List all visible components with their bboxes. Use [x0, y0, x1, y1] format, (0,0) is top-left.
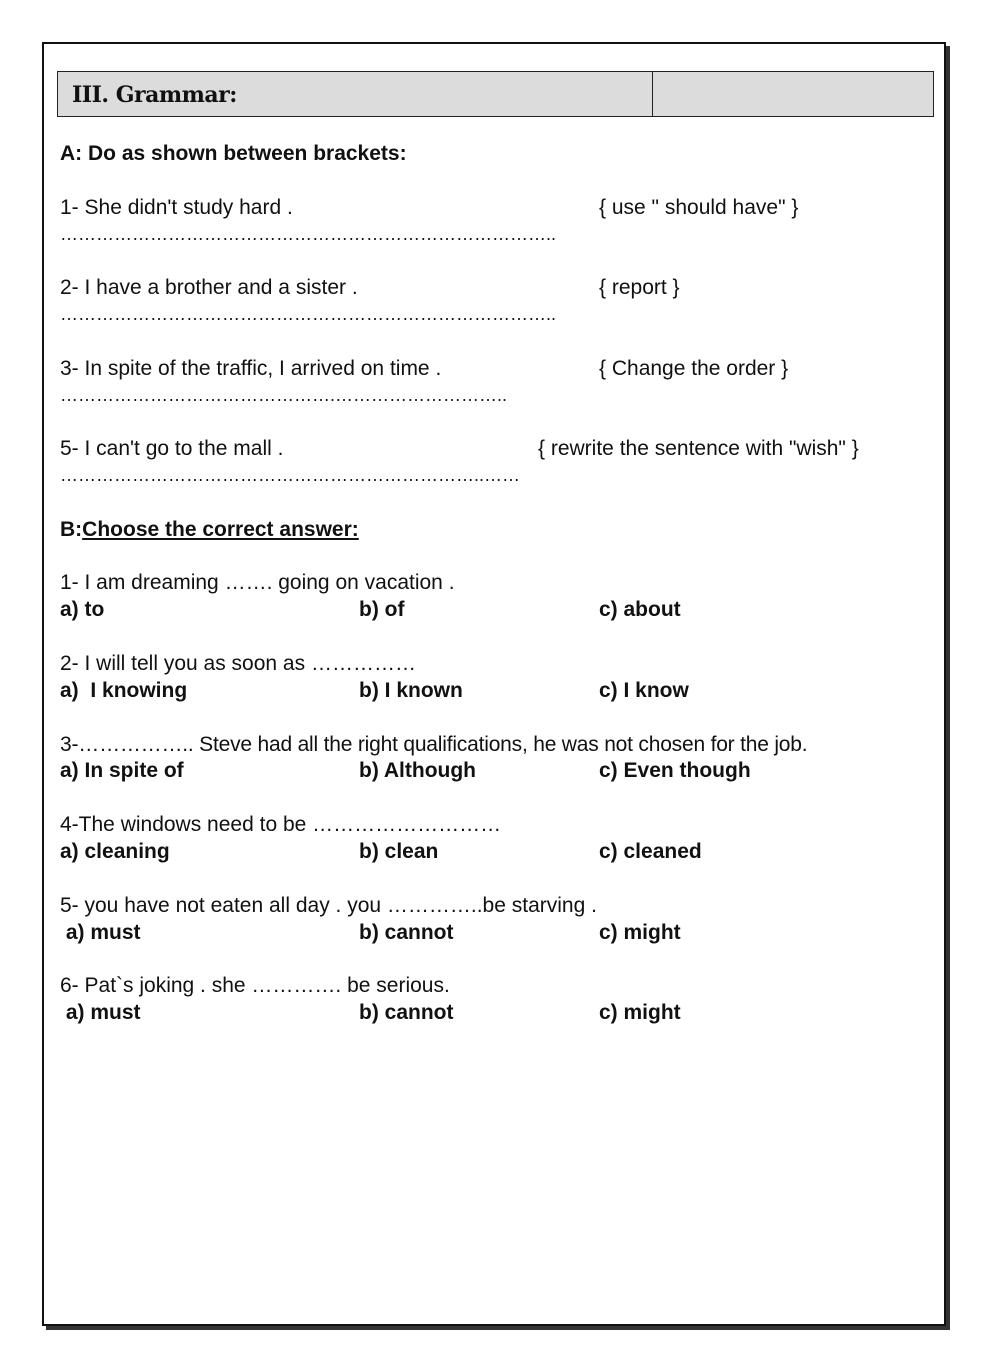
b3-option-a[interactable]: a) In spite of — [60, 759, 184, 782]
a2-instruction: { report } — [599, 276, 680, 299]
a2-sentence: 2- I have a brother and a sister . — [60, 276, 358, 299]
a3-answer-line[interactable]: ……………………………………….……………………….. — [60, 385, 508, 405]
a3-instruction: { Change the order } — [599, 357, 789, 380]
b1-option-c[interactable]: c) about — [599, 598, 681, 621]
b5-question: 5- you have not eaten all day . you …………..be starving . — [60, 894, 597, 917]
b1-option-a[interactable]: a) to — [60, 598, 105, 621]
b2-option-c[interactable]: c) I know — [599, 679, 689, 702]
a1-answer-line[interactable]: ……………………………………………………………………….. — [60, 224, 557, 244]
b1-question: 1- I am dreaming ……. going on vacation . — [60, 571, 455, 594]
b4-option-a[interactable]: a) cleaning — [60, 840, 170, 863]
b4-option-b[interactable]: b) clean — [359, 840, 439, 863]
b1-option-b[interactable]: b) of — [359, 598, 405, 621]
b3-option-b[interactable]: b) Although — [359, 759, 477, 782]
b2-question: 2- I will tell you as soon as …………… — [60, 652, 416, 675]
b2-option-a[interactable]: a) I knowing — [60, 679, 188, 702]
b4-option-c[interactable]: c) cleaned — [599, 840, 702, 863]
b5-option-b[interactable]: b) cannot — [359, 921, 454, 944]
b4-question: 4-The windows need to be ……………………… — [60, 813, 502, 836]
b2-option-b[interactable]: b) I known — [359, 679, 463, 702]
b6-option-c[interactable]: c) might — [599, 1001, 681, 1024]
section-title: III. Grammar: — [58, 72, 653, 116]
a5-sentence: 5- I can't go to the mall . — [60, 437, 284, 460]
a5-answer-line[interactable]: ……………………………………………………………..…… — [60, 465, 521, 485]
a1-instruction: { use " should have" } — [599, 196, 799, 219]
section-b-title: Choose the correct answer: — [82, 518, 359, 541]
a1-sentence: 1- She didn't study hard . — [60, 196, 293, 219]
b6-option-b[interactable]: b) cannot — [359, 1001, 454, 1024]
b3-question: 3-…………….. Steve had all the right qualifications, he was not chosen for the job. — [60, 733, 808, 756]
a3-sentence: 3- In spite of the traffic, I arrived on time . — [60, 357, 442, 380]
section-a-heading: A: Do as shown between brackets: — [60, 142, 407, 165]
b3-option-c[interactable]: c) Even though — [599, 759, 751, 782]
section-header — [57, 71, 934, 117]
a2-answer-line[interactable]: ……………………………………………………………………….. — [60, 304, 557, 324]
score-box — [653, 72, 933, 116]
b5-option-a[interactable]: a) must — [60, 921, 141, 944]
section-b-prefix: B: — [60, 518, 83, 541]
b5-option-c[interactable]: c) might — [599, 921, 681, 944]
b6-option-a[interactable]: a) must — [60, 1001, 141, 1024]
b6-question: 6- Pat`s joking . she …………. be serious. — [60, 974, 450, 997]
a5-instruction: { rewrite the sentence with "wish" } — [538, 437, 859, 460]
section-b-heading — [60, 519, 359, 540]
